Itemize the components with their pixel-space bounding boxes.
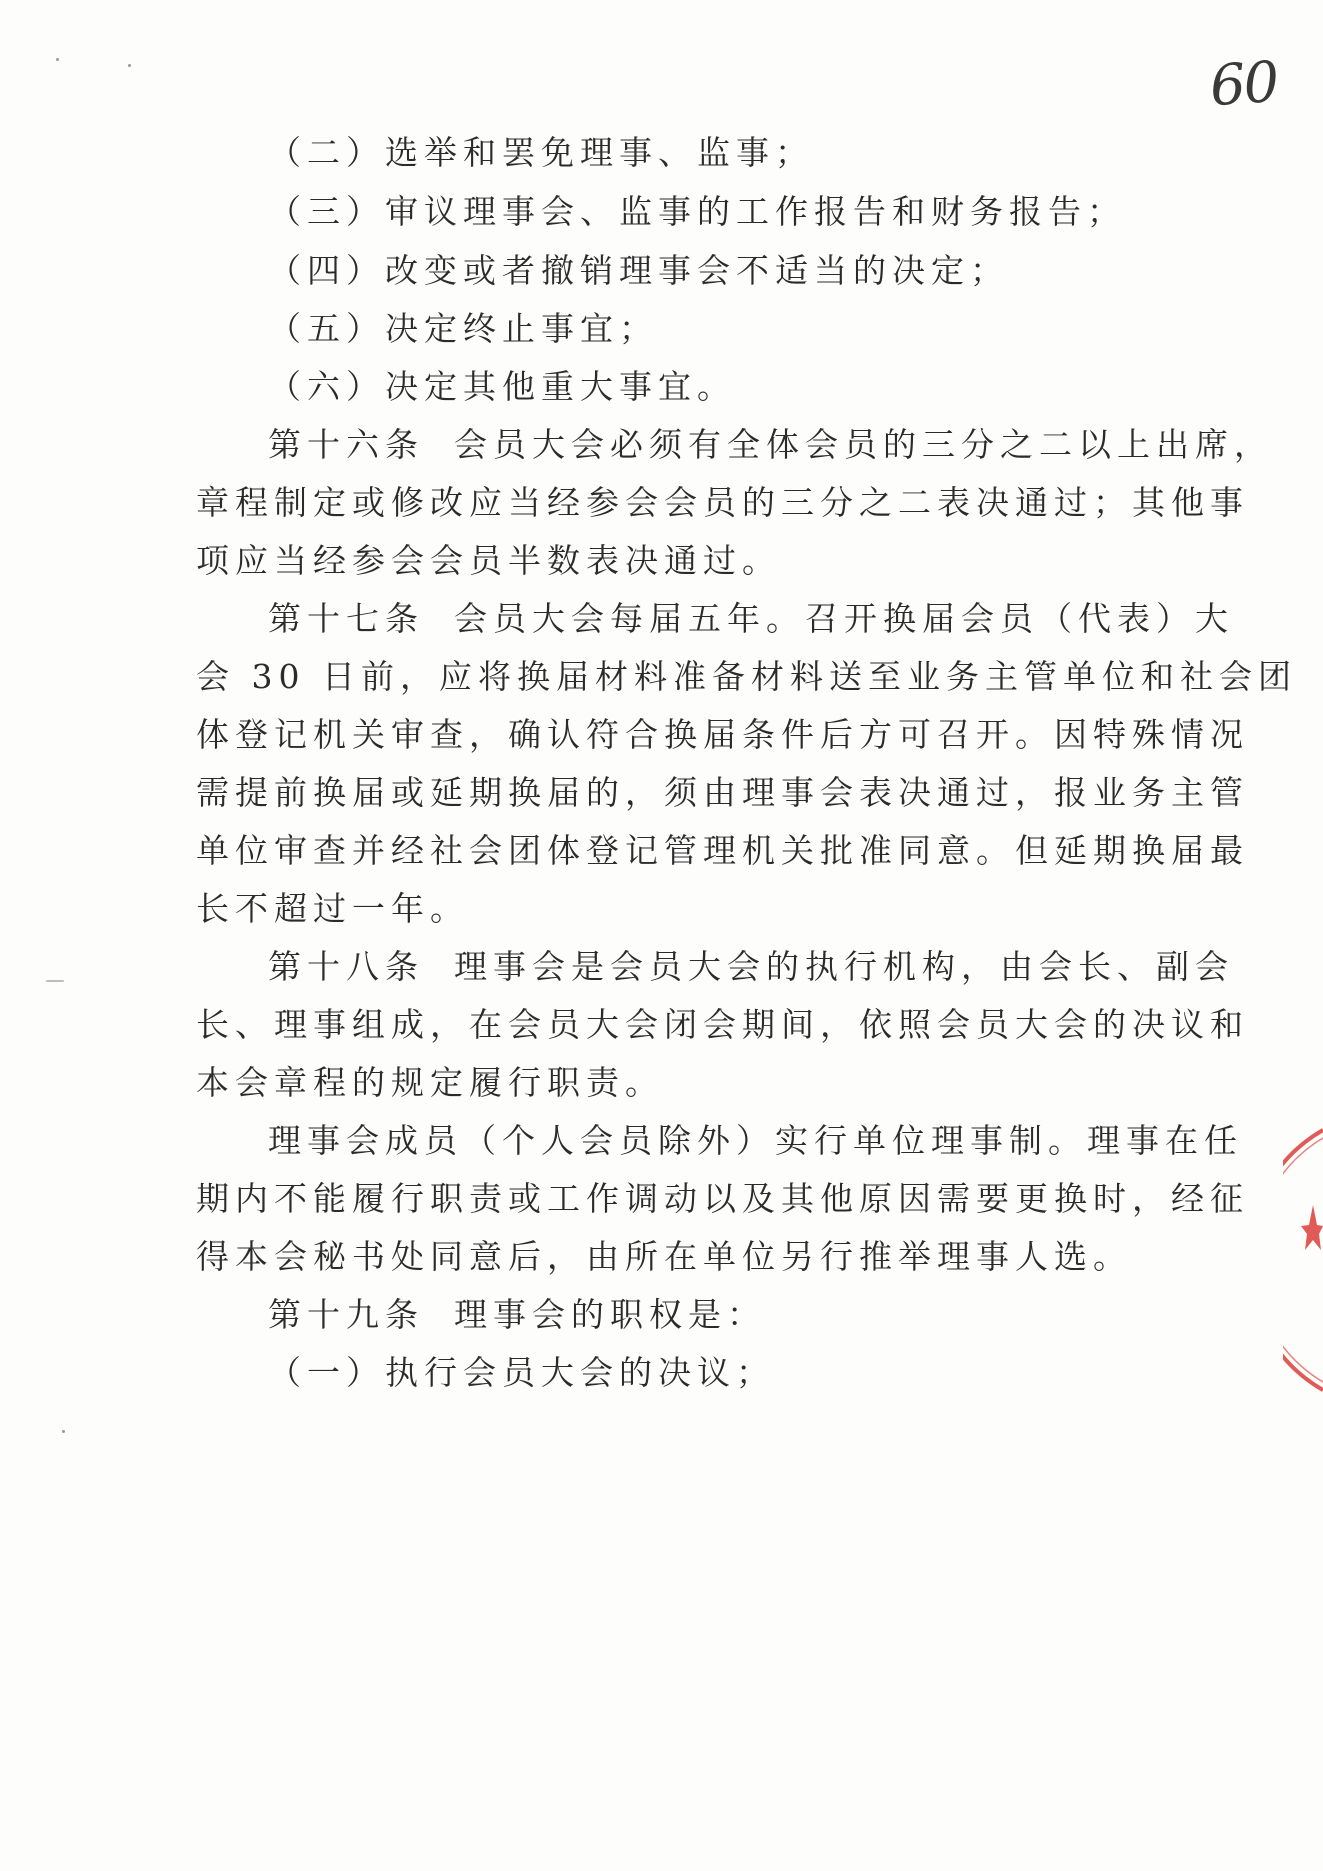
article-19-number: 第十九条 <box>268 1295 424 1334</box>
article-16-line: 项应当经参会会员半数表决通过。 <box>196 541 781 580</box>
list-item-4: （四）改变或者撤销理事会不适当的决定； <box>268 251 1009 290</box>
article-16-line: 章程制定或修改应当经参会会员的三分之二表决通过；其他事 <box>196 483 1249 522</box>
article-17-line: 会 30 日前，应将换届材料准备材料送至业务主管单位和社会团 <box>196 657 1297 696</box>
handwritten-page-number: 60 <box>1207 49 1280 120</box>
paragraph-line: 期内不能履行职责或工作调动以及其他原因需要更换时，经征 <box>196 1179 1249 1218</box>
article-18-first-line <box>268 947 1232 987</box>
paragraph-line: 得本会秘书处同意后，由所在单位另行推举理事人选。 <box>196 1237 1132 1276</box>
list-item-1: （一）执行会员大会的决议； <box>268 1353 775 1392</box>
scan-mark <box>46 980 64 982</box>
list-item-3: （三）审议理事会、监事的工作报告和财务报告； <box>268 192 1126 231</box>
article-18-line: 长、理事组成，在会员大会闭会期间，依照会员大会的决议和 <box>196 1005 1249 1044</box>
article-16-text: 会员大会必须有全体会员的三分之二以上出席， <box>454 425 1273 464</box>
article-16-number: 第十六条 <box>268 425 424 464</box>
article-17-line: 长不超过一年。 <box>196 889 469 928</box>
article-17-line: 体登记机关审查，确认符合换届条件后方可召开。因特殊情况 <box>196 715 1249 754</box>
scan-speck <box>128 64 131 67</box>
article-19-text: 理事会的职权是： <box>454 1295 766 1334</box>
list-item-2: （二）选举和罢免理事、监事； <box>268 133 814 172</box>
article-17-number: 第十七条 <box>268 599 424 638</box>
seal-icon <box>1283 1110 1323 1410</box>
scan-speck <box>56 58 59 61</box>
scan-speck <box>62 1430 65 1433</box>
article-17-line: 单位审查并经社会团体登记管理机关批准同意。但延期换届最 <box>196 831 1249 870</box>
article-18-number: 第十八条 <box>268 947 424 986</box>
article-17-text: 会员大会每届五年。召开换届会员（代表）大 <box>454 599 1234 638</box>
article-17-line: 需提前换届或延期换届的，须由理事会表决通过，报业务主管 <box>196 773 1249 812</box>
article-18-text: 理事会是会员大会的执行机构，由会长、副会 <box>454 947 1234 986</box>
article-19-first-line <box>268 1295 1232 1335</box>
article-16-first-line <box>268 425 1273 465</box>
article-18-line: 本会章程的规定履行职责。 <box>196 1063 664 1102</box>
list-item-5: （五）决定终止事宜； <box>268 309 658 348</box>
red-seal-fragment <box>1283 1110 1323 1410</box>
paragraph-first-line: 理事会成员（个人会员除外）实行单位理事制。理事在任 <box>268 1121 1243 1160</box>
list-item-6: （六）决定其他重大事宜。 <box>268 367 736 406</box>
article-17-first-line <box>268 599 1232 639</box>
